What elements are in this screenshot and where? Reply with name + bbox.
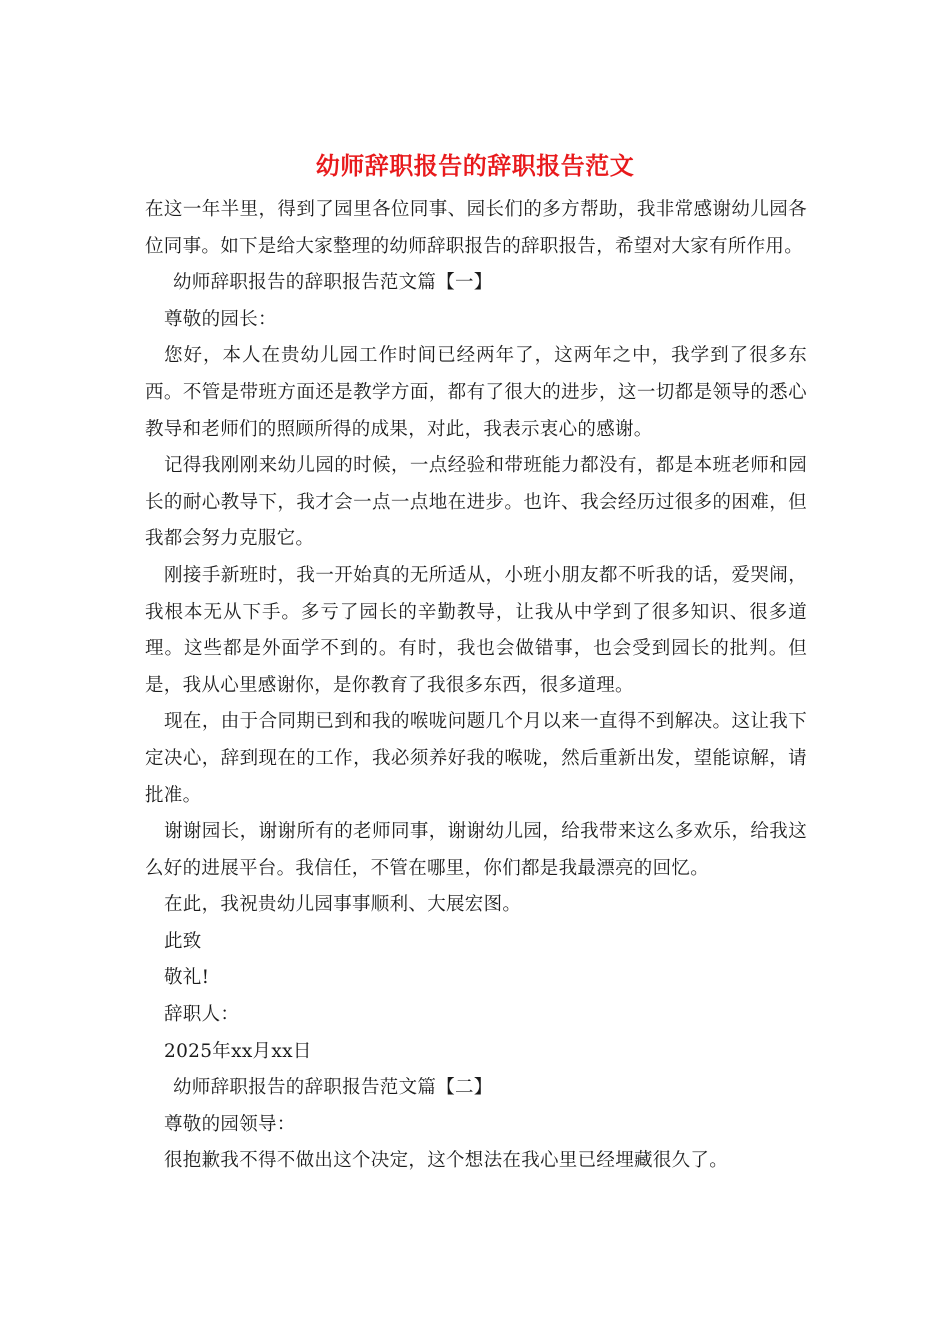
section-heading-2: 幼师辞职报告的辞职报告范文篇【二】 bbox=[173, 1077, 493, 1099]
body-paragraph: 现在，由于合同期已到和我的喉咙问题几个月以来一直得不到解决。这让我下定决心，辞到现在的工作，我必须养好我的喉咙，然后重新出发，望能谅解，请批准。 bbox=[145, 711, 807, 806]
section-heading-1: 幼师辞职报告的辞职报告范文篇【一】 bbox=[173, 272, 493, 294]
body-paragraph: 记得我刚刚来幼儿园的时候，一点经验和带班能力都没有，都是本班老师和园长的耐心教导下，我才会一点一点地在进步。也许、我会经历过很多的困难，但我都会努力克服它。 bbox=[145, 455, 807, 550]
salutation: 尊敬的园领导： bbox=[164, 1113, 296, 1135]
signature-line: 辞职人： bbox=[164, 1004, 240, 1026]
document-title: 幼师辞职报告的辞职报告范文 bbox=[315, 151, 635, 180]
body-paragraph: 在此，我祝贵幼儿园事事顺利、大展宏图。 bbox=[164, 894, 522, 916]
closing-line: 敬礼! bbox=[164, 967, 210, 989]
document-body bbox=[145, 192, 807, 1180]
closing-line: 此致 bbox=[164, 930, 202, 952]
salutation: 尊敬的园长： bbox=[164, 308, 277, 330]
body-paragraph: 刚接手新班时，我一开始真的无所适从，小班小朋友都不听我的话，爱哭闹，我根本无从下手。多亏了园长的辛勤教导，让我从中学到了很多知识、很多道理。这些都是外面学不到的。有时，我也会做错事，也会受到园长的批判。但是，我从心里感谢你，是你教育了我很多东西，很多道理。 bbox=[145, 564, 807, 696]
intro-paragraph: 在这一年半里，得到了园里各位同事、园长们的多方帮助，我非常感谢幼儿园各位同事。如下是给大家整理的幼师辞职报告的辞职报告，希望对大家有所作用。 bbox=[145, 199, 807, 257]
date-line: 2025年xx月xx日 bbox=[164, 1040, 312, 1062]
body-paragraph: 很抱歉我不得不做出这个决定，这个想法在我心里已经埋藏很久了。 bbox=[164, 1150, 729, 1172]
body-paragraph: 您好，本人在贵幼儿园工作时间已经两年了，这两年之中，我学到了很多东西。不管是带班方面还是教学方面，都有了很大的进步，这一切都是领导的悉心教导和老师们的照顾所得的成果，对此，我表示衷心的感谢。 bbox=[145, 345, 807, 440]
body-paragraph: 谢谢园长，谢谢所有的老师同事，谢谢幼儿园，给我带来这么多欢乐，给我这么好的进展平台。我信任，不管在哪里，你们都是我最漂亮的回忆。 bbox=[145, 821, 807, 879]
